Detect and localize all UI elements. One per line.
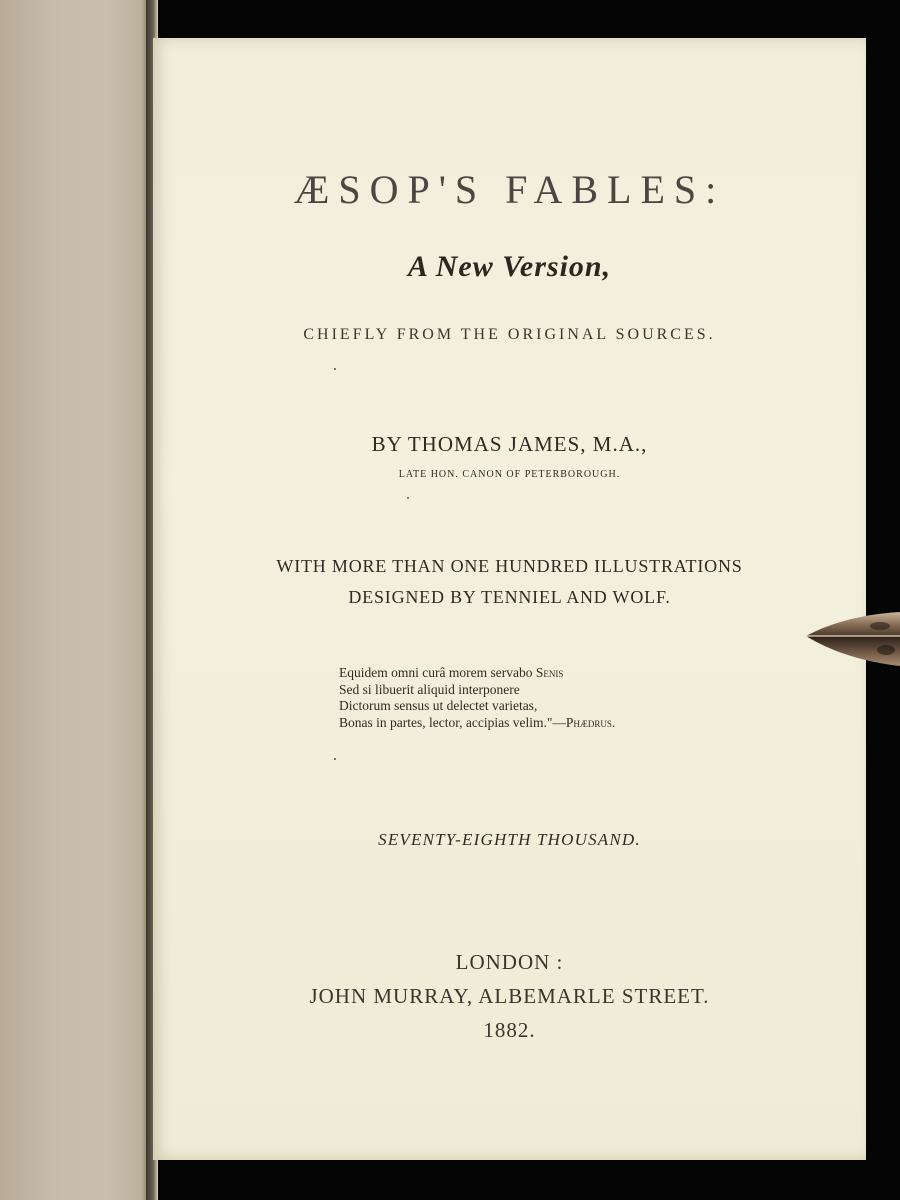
illustrations-line-1: WITH MORE THAN ONE HUNDRED ILLUSTRATIONS: [276, 556, 743, 576]
author-title-line: LATE HON. CANON OF PETERBOROUGH.: [398, 469, 621, 480]
author-line: BY THOMAS JAMES, M.A.,: [371, 432, 648, 456]
epigraph-line-3: Dictorum sensus ut delectet varietas,: [339, 698, 538, 713]
edition-line: SEVENTY-EIGHTH THOUSAND.: [378, 830, 641, 849]
book-subtitle: CHIEFLY FROM THE ORIGINAL SOURCES.: [303, 326, 716, 343]
imprint-city: LONDON :: [455, 950, 564, 974]
ink-speck: [407, 497, 409, 499]
epigraph: [339, 665, 759, 731]
metal-bookmark-pointer-icon: [804, 612, 900, 668]
epigraph-senis: Senis: [535, 665, 564, 680]
epigraph-line-4-text: Bonas in partes, lector, accipias velim."—: [339, 714, 566, 730]
ink-speck: [334, 758, 336, 760]
epigraph-line-1: [339, 665, 759, 682]
illustrations-line-2: DESIGNED BY TENNIEL AND WOLF.: [348, 587, 671, 607]
epigraph-attribution: Phædrus.: [565, 714, 616, 730]
book-title: ÆSOP'S FABLES:: [293, 167, 726, 212]
epigraph-line-1-text: Equidem omni curâ morem servabo: [339, 665, 536, 680]
epigraph-line-4: [339, 715, 759, 732]
title-page: [153, 38, 866, 1160]
left-facing-page: [0, 0, 152, 1200]
blackletter-subtitle: A New Version,: [407, 250, 612, 283]
imprint-year: 1882.: [483, 1018, 536, 1042]
epigraph-line-2: Sed si libuerit aliquid interponere: [339, 681, 520, 697]
imprint-publisher: JOHN MURRAY, ALBEMARLE STREET.: [309, 984, 710, 1008]
ink-speck: [334, 368, 336, 370]
